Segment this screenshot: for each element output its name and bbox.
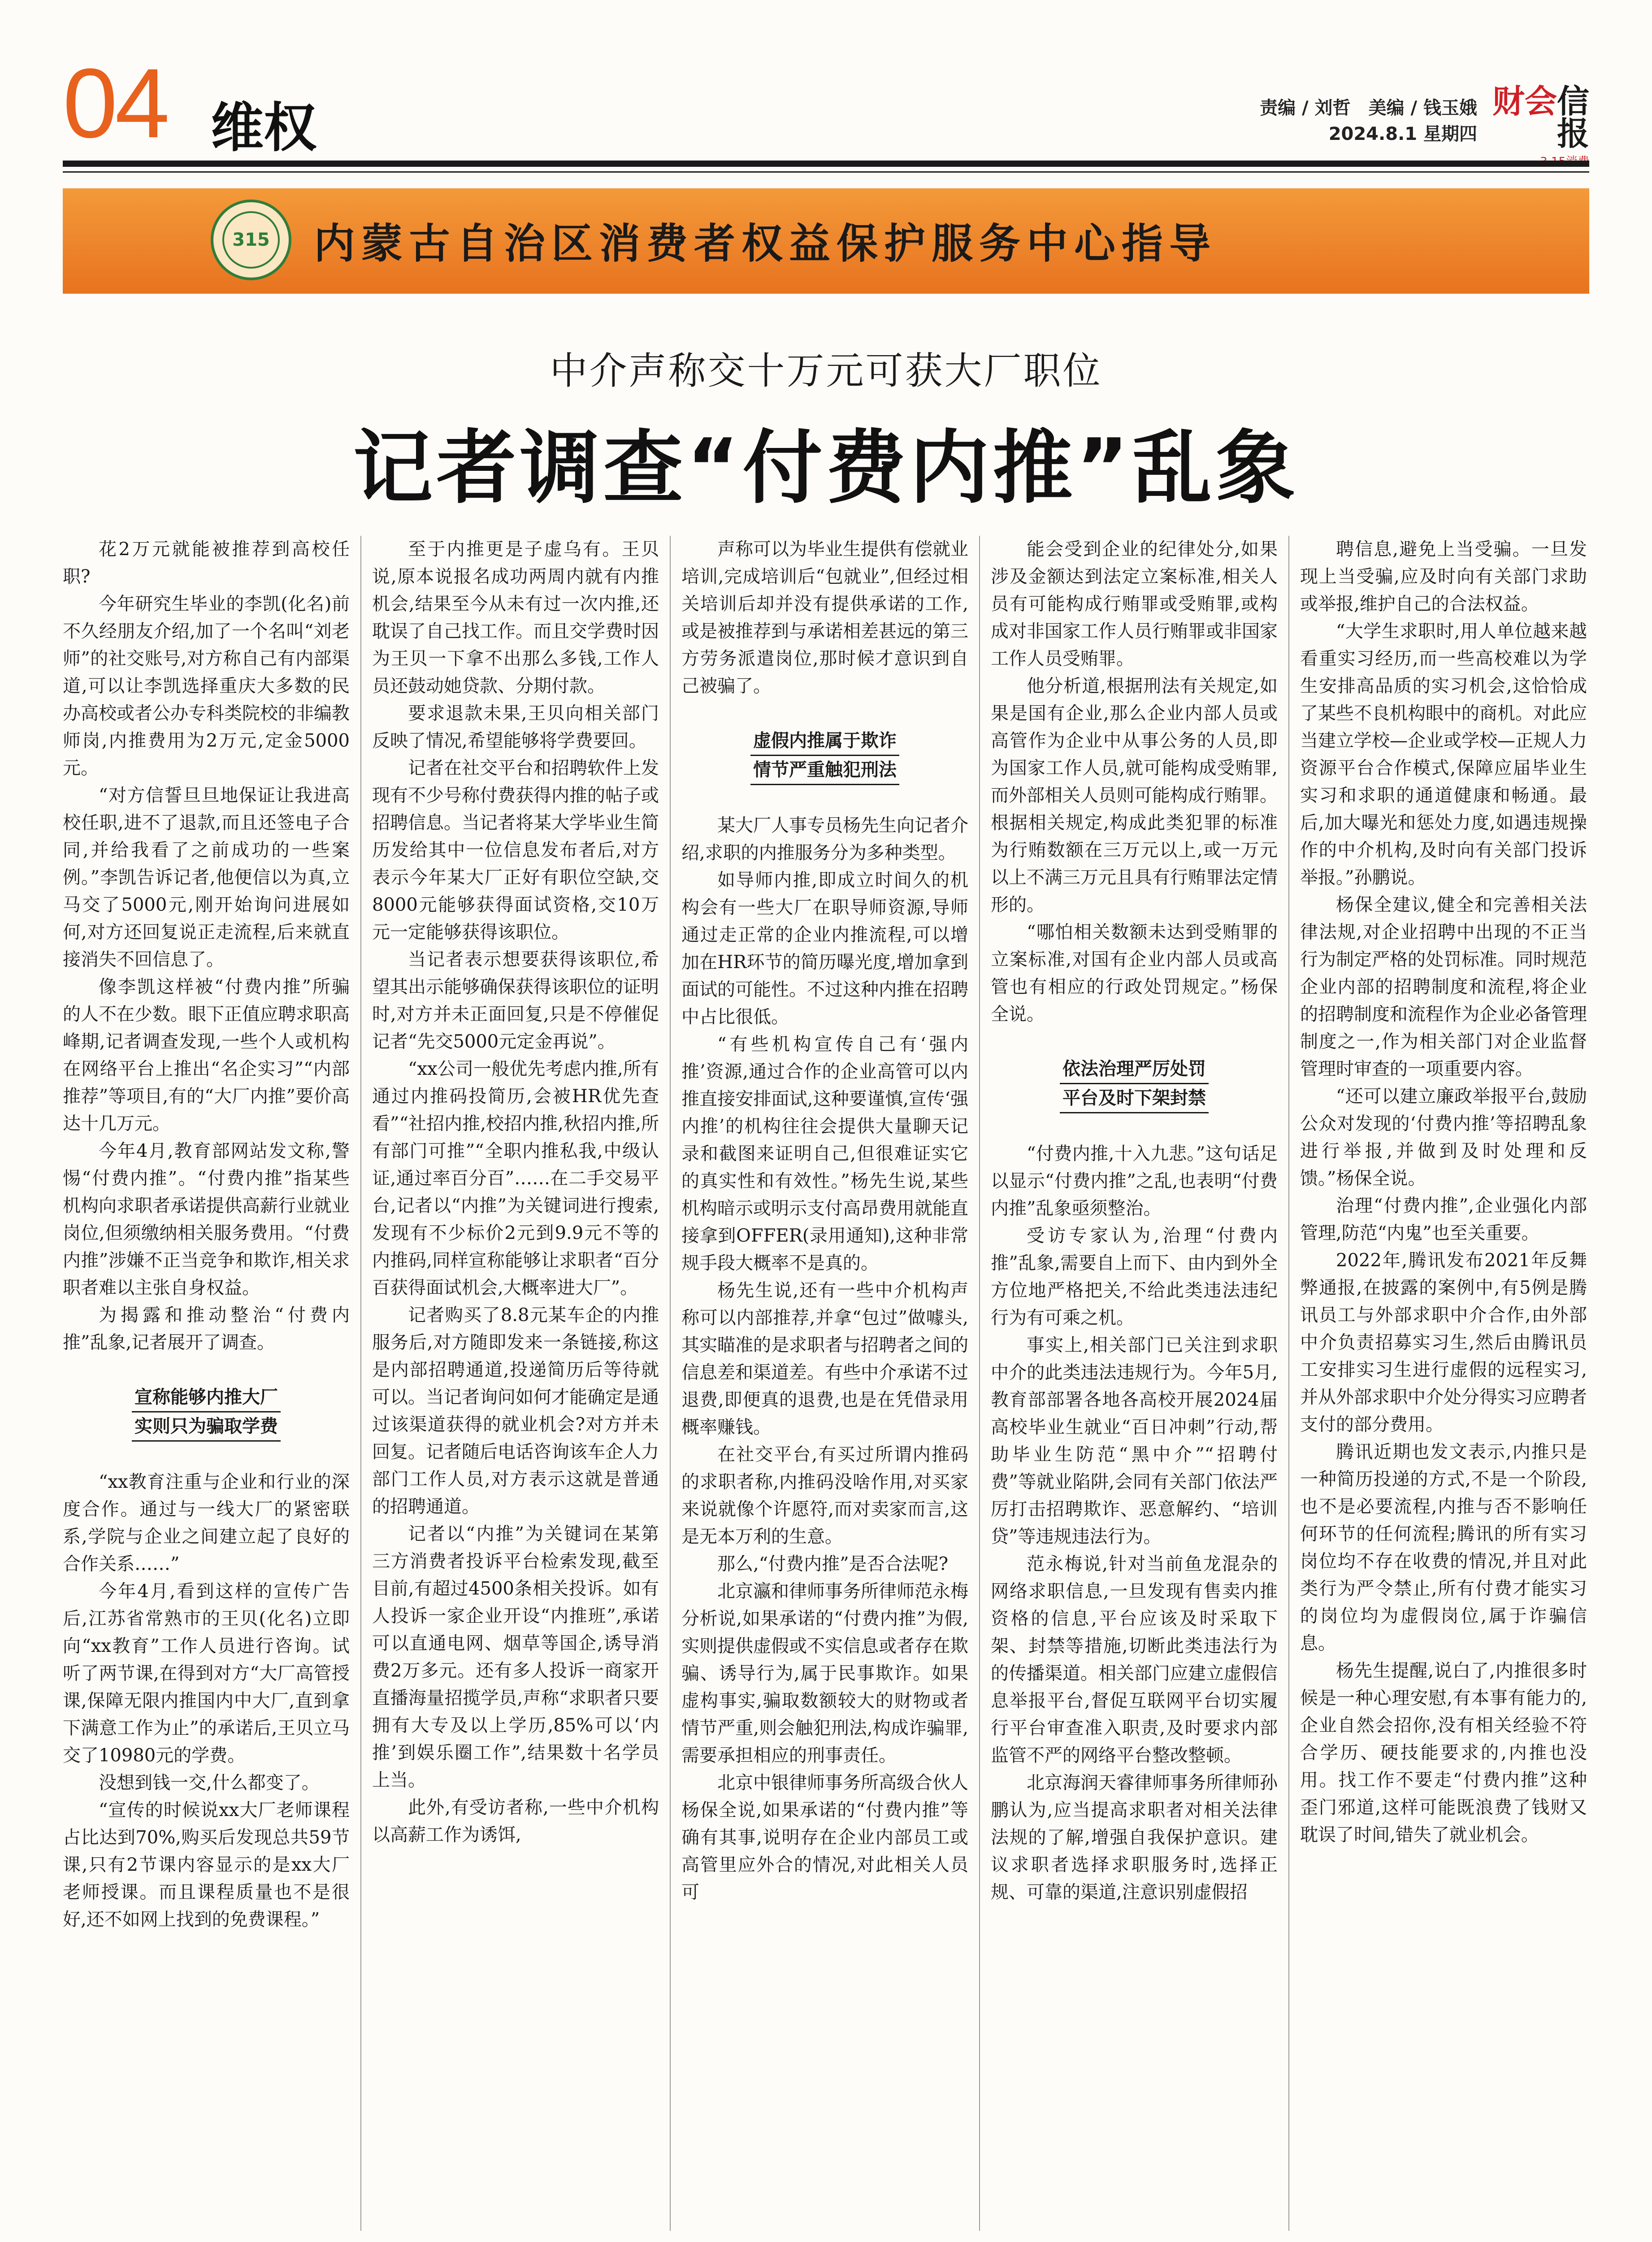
body-paragraph: “还可以建立廉政举报平台,鼓励公众对发现的‘付费内推’等招聘乱象进行举报,并做到及时处理和反馈。”杨保全说。 [1300,1086,1587,1189]
body-paragraph: “付费内推,十入九悲。”这句话足以显示“付费内推”之乱,也表明“付费内推”乱象亟须整治。 [991,1143,1278,1219]
body-paragraph: 记者以“内推”为关键词在某第三方消费者投诉平台检索发现,截至目前,有超过4500条相关投诉。如有人投诉一家企业开设“内推班”,承诺可以直通电网、烟草等国企,诱导消费2万多元。还有多人投诉一商家开直播海量招揽学员,声称“求职者只要拥有大专及以上学历,85%可以‘内推’到娱乐圈工作”,结果数十名学员上当。 [372,1524,659,1790]
body-paragraph: 花2万元就能被推荐到高校任职? [63,539,350,587]
body-paragraph: 今年4月,看到这样的宣传广告后,江苏省常熟市的王贝(化名)立即向“xx教育”工作人员进行咨询。试听了两节课,在得到对方“大厂高管授课,保障无限内推国内中大厂,直到拿下满意工作为止”的承诺后,王贝立马交了10980元的学费。 [63,1581,350,1766]
section-heading-line-1: 宣称能够内推大厂 [132,1383,281,1412]
body-paragraph: 此外,有受访者称,一些中介机构以高薪工作为诱饵, [372,1797,659,1845]
article-headline: 记者调查“付费内推”乱象 [353,421,1299,514]
column-divider [670,536,671,2231]
article-column-5 [1300,536,1587,2231]
body-paragraph: 聘信息,避免上当受骗。一旦发现上当受骗,应及时向有关部门求助或举报,维护自己的合法权益。 [1300,539,1587,614]
body-paragraph: 没想到钱一交,什么都变了。 [99,1773,320,1793]
section-heading-line-2: 平台及时下架封禁 [1060,1084,1209,1113]
body-paragraph: 能会受到企业的纪律处分,如果涉及金额达到法定立案标准,相关人员有可能构成行贿罪或受贿罪,或构成对非国家工作人员行贿罪或非国家工作人员受贿罪。 [991,539,1278,669]
body-paragraph: “大学生求职时,用人单位越来越看重实习经历,而一些高校难以为学生安排高品质的实习机会,这恰恰成了某些不良机构眼中的商机。对此应当建立学校—企业或学校—正规人力资源平台合作模式,保障应届毕业生实习和求职的通道健康和畅通。最后,加大曝光和惩处力度,如遇违规操作的中介机构,及时向有关部门投诉举报。”孙鹏说。 [1300,621,1587,888]
body-paragraph: “哪怕相关数额未达到受贿罪的立案标准,对国有企业内部人员或高管也有相应的行政处罚规定。”杨保全说。 [991,922,1278,1025]
body-paragraph: 北京瀛和律师事务所律师范永梅分析说,如果承诺的“付费内推”为假,实则提供虚假或不实信息或者存在欺骗、诱导行为,属于民事欺诈。如果虚构事实,骗取数额较大的财物或者情节严重,则会触犯刑法,构成诈骗罪,需要承担相应的刑事责任。 [681,1581,968,1766]
body-paragraph: 2022年,腾讯发布2021年反舞弊通报,在披露的案例中,有5例是腾讯员工与外部求职中介合作,由外部中介负责招募实习生,然后由腾讯员工安排实习生进行虚假的远程实习,并从外部求职中介处分得实习应聘者支付的部分费用。 [1300,1250,1587,1435]
body-paragraph: 为揭露和推动整治“付费内推”乱象,记者展开了调查。 [63,1305,350,1353]
body-paragraph: 如导师内推,即成立时间久的机构会有一些大厂在职导师资源,导师通过走正常的企业内推流程,可以增加在HR环节的简历曝光度,增加拿到面试的可能性。不过这种内推在招聘中占比很低。 [681,870,968,1027]
column-divider [1288,536,1289,2231]
newspaper-logo [1491,85,1589,169]
section-heading [991,1055,1278,1113]
body-paragraph: 要求退款未果,王贝向相关部门反映了情况,希望能够将学费要回。 [372,703,659,751]
article-column-4 [991,536,1278,2231]
article-column-1 [63,536,350,2231]
body-paragraph: 杨先生提醒,说白了,内推很多时候是一种心理安慰,有本事有能力的,企业自然会招你,没有相关经验不符合学历、硬技能要求的,内推也没用。找工作不要走“付费内推”这种歪门邪道,这样可能既浪费了钱财又耽误了时间,错失了就业机会。 [1300,1660,1587,1845]
body-paragraph: 记者购买了8.8元某车企的内推服务后,对方随即发来一条链接,称这是内部招聘通道,投递简历后等待就可以。当记者询问如何才能确定是通过该渠道获得的就业机会?对方并未回复。记者随后电话咨询该车企人力部门工作人员,对方表示这就是普通的招聘通道。 [372,1305,659,1517]
page-number: 04 [63,48,167,158]
column-divider [979,536,980,2231]
body-paragraph: 今年研究生毕业的李凯(化名)前不久经朋友介绍,加了一个名叫“刘老师”的社交账号,对方称自己有内部渠道,可以让李凯选择重庆大多数的民办高校或者公办专科类院校的非编教师岗,内推费用为2万元,定金5000元。 [63,594,350,778]
body-paragraph: 治理“付费内推”,企业强化内部管理,防范“内鬼”也至关重要。 [1300,1195,1587,1243]
body-paragraph: 像李凯这样被“付费内推”所骗的人不在少数。眼下正值应聘求职高峰期,记者调查发现,一些个人或机构在网络平台上推出“名企实习”“内部推荐”等项目,有的“大厂内推”要价高达十几万元。 [63,977,350,1134]
body-paragraph: 事实上,相关部门已关注到求职中介的此类违法违规行为。今年5月,教育部部署各地各高校开展2024届高校毕业生就业“百日冲刺”行动,帮助毕业生防范“黑中介”“招聘付费”等就业陷阱,会同有关部门依法严厉打击招聘欺诈、恶意解约、“培训贷”等违规违法行为。 [991,1335,1278,1547]
body-paragraph: 声称可以为毕业生提供有偿就业培训,完成培训后“包就业”,但经过相关培训后却并没有提供承诺的工作,或是被推荐到与承诺相差甚远的第三方劳务派遣岗位,那时候才意识到自己被骗了。 [681,539,968,696]
article-body [63,536,1587,2231]
body-paragraph: 当记者表示想要获得该职位,希望其出示能够确保获得该职位的证明时,对方并未正面回复,只是不停催促记者“先交5000元定金再说”。 [372,949,659,1052]
consumer-rights-seal-icon [211,200,291,280]
body-paragraph: 北京海润天睿律师事务所律师孙鹏认为,应当提高求职者对相关法律法规的了解,增强自我保护意识。建议求职者选择求职服务时,选择正规、可靠的渠道,注意识别虚假招 [991,1773,1278,1903]
body-paragraph: 杨保全建议,健全和完善相关法律法规,对企业招聘中出现的不正当行为制定严格的处罚标准。同时规范企业内部的招聘制度和流程,将企业的招聘制度和流程作为企业必备管理制度之一,作为相关部门对企业监督管理时审查的一项重要内容。 [1300,895,1587,1079]
section-heading-line-2: 情节严重触犯刑法 [750,756,899,785]
body-paragraph: “xx教育注重与企业和行业的深度合作。通过与一线大厂的紧密联系,学院与企业之间建立起了良好的合作关系……” [63,1472,350,1574]
logo-red-text: 财会 [1492,83,1557,120]
logo-dark-text: 信报 [1557,83,1589,152]
editors-line: 责编 / 刘哲 美编 / 钱玉娥 [1260,98,1477,118]
body-paragraph: 那么,“付费内推”是否合法呢? [717,1554,949,1574]
body-paragraph: 杨先生说,还有一些中介机构声称可以内部推荐,并拿“包过”做噱头,其实瞄准的是求职者与招聘者之间的信息差和渠道差。有些中介承诺不过退费,即便真的退费,也是在凭借录用概率赚钱。 [681,1280,968,1438]
section-heading-line-1: 依法治理严厉处罚 [1060,1055,1209,1084]
article-subheadline: 中介声称交十万元可获大厂职位 [550,349,1102,393]
issue-date: 2024.8.1 星期四 [1328,124,1477,144]
body-paragraph: 北京中银律师事务所高级合伙人杨保全说,如果承诺的“付费内推”等确有其事,说明存在企业内部员工或高管里应外合的情况,对此相关人员可 [681,1773,968,1903]
body-paragraph: “对方信誓旦旦地保证让我进高校任职,进不了退款,而且还签电子合同,并给我看了之前成功的一些案例。”李凯告诉记者,他便信以为真,立马交了5000元,刚开始询问进展如何,对方还回复说正走流程,后来就直接消失不回信息了。 [63,785,350,970]
body-paragraph: 他分析道,根据刑法有关规定,如果是国有企业,那么企业内部人员或高管作为企业中从事公务的人员,即为国家工作人员,就可能构成受贿罪,而外部相关人员则可能构成行贿罪。根据相关规定,构成此类犯罪的标准为行贿数额在三万元以上,或一万元以上不满三万元且具有行贿罪法定情形的。 [991,676,1278,915]
banner-text: 内蒙古自治区消费者权益保护服务中心指导 [314,220,1217,268]
seal-text: 315 [222,211,280,269]
body-paragraph: “有些机构宣传自己有‘强内推’资源,通过合作的企业高管可以内推直接安排面试,这种要谨慎,宣传‘强内推’的机构往往会提供大量聊天记录和截图来证明自己,但很难证实它的真实性和有效性。”杨先生说,某些机构暗示或明示支付高昂费用就能直接拿到OFFER(录用通知),这种非常规手段大概率不是真的。 [681,1034,968,1273]
body-paragraph: 受访专家认为,治理“付费内推”乱象,需要自上而下、由内到外全方位地严格把关,不给此类违法违纪行为有可乘之机。 [991,1225,1278,1328]
section-heading-line-2: 实则只为骗取学费 [132,1412,281,1442]
header-rule-thin [63,171,1589,173]
article-column-3 [681,536,968,2231]
body-paragraph: 在社交平台,有买过所谓内推码的求职者称,内推码没啥作用,对买家来说就像个许愿符,而对卖家而言,这是无本万利的生意。 [681,1444,968,1547]
body-paragraph: 腾讯近期也发文表示,内推只是一种简历投递的方式,不是一个阶段,也不是必要流程,内推与否不影响任何环节的任何流程;腾讯的所有实习岗位均不存在收费的情况,并且对此类行为严令禁止,所有付费才能实习的岗位均为虚假岗位,属于诈骗信息。 [1300,1442,1587,1654]
body-paragraph: 某大厂人事专员杨先生向记者介绍,求职的内推服务分为多种类型。 [681,815,968,863]
section-heading [681,727,968,785]
section-heading-line-1: 虚假内推属于欺诈 [750,727,899,756]
body-paragraph: 今年4月,教育部网站发文称,警惕“付费内推”。“付费内推”指某些机构向求职者承诺提供高薪行业就业岗位,但须缴纳相关服务费用。“付费内推”涉嫌不正当竞争和欺诈,相关求职者难以主张自身权益。 [63,1141,350,1298]
body-paragraph: “xx公司一般优先考虑内推,所有通过内推码投简历,会被HR优先查看”“社招内推,校招内推,秋招内推,所有部门可推”“全职内推私我,中级认证,通过率百分百”……在二手交易平台,记者以“内推”为关键词进行搜索,发现有不少标价2元到9.9元不等的内推码,同样宣称能够让求职者“百分百获得面试机会,大概率进大厂”。 [372,1059,659,1298]
body-paragraph: 范永梅说,针对当前鱼龙混杂的网络求职信息,一旦发现有售卖内推资格的信息,平台应该及时采取下架、封禁等措施,切断此类违法行为的传播渠道。相关部门应建立虚假信息举报平台,督促互联网平台切实履行平台审查准入职责,及时要求内部监管不严的网络平台整改整顿。 [991,1554,1278,1766]
header-rule-thick [63,161,1589,167]
column-divider [360,536,361,2231]
editor-credits [1260,95,1477,147]
section-heading [63,1383,350,1442]
body-paragraph: “宣传的时候说xx大厂老师课程占比达到70%,购买后发现总共59节课,只有2节课内容显示的是xx大厂老师授课。而且课程质量也不是很好,还不如网上找到的免费课程。” [63,1800,350,1930]
body-paragraph: 至于内推更是子虚乌有。王贝说,原本说报名成功两周内就有内推机会,结果至今从未有过一次内推,还耽误了自己找工作。而且交学费时因为王贝一下拿不出那么多钱,工作人员还鼓动她贷款、分期付款。 [372,539,659,696]
article-column-2 [372,536,659,2231]
section-title: 维权 [211,97,317,159]
body-paragraph: 记者在社交平台和招聘软件上发现有不少号称付费获得内推的帖子或招聘信息。当记者将某大学毕业生简历发给其中一位信息发布者后,对方表示今年某大厂正好有职位空缺,交8000元能够获得面试资格,交10万元一定能够获得该职位。 [372,758,659,943]
